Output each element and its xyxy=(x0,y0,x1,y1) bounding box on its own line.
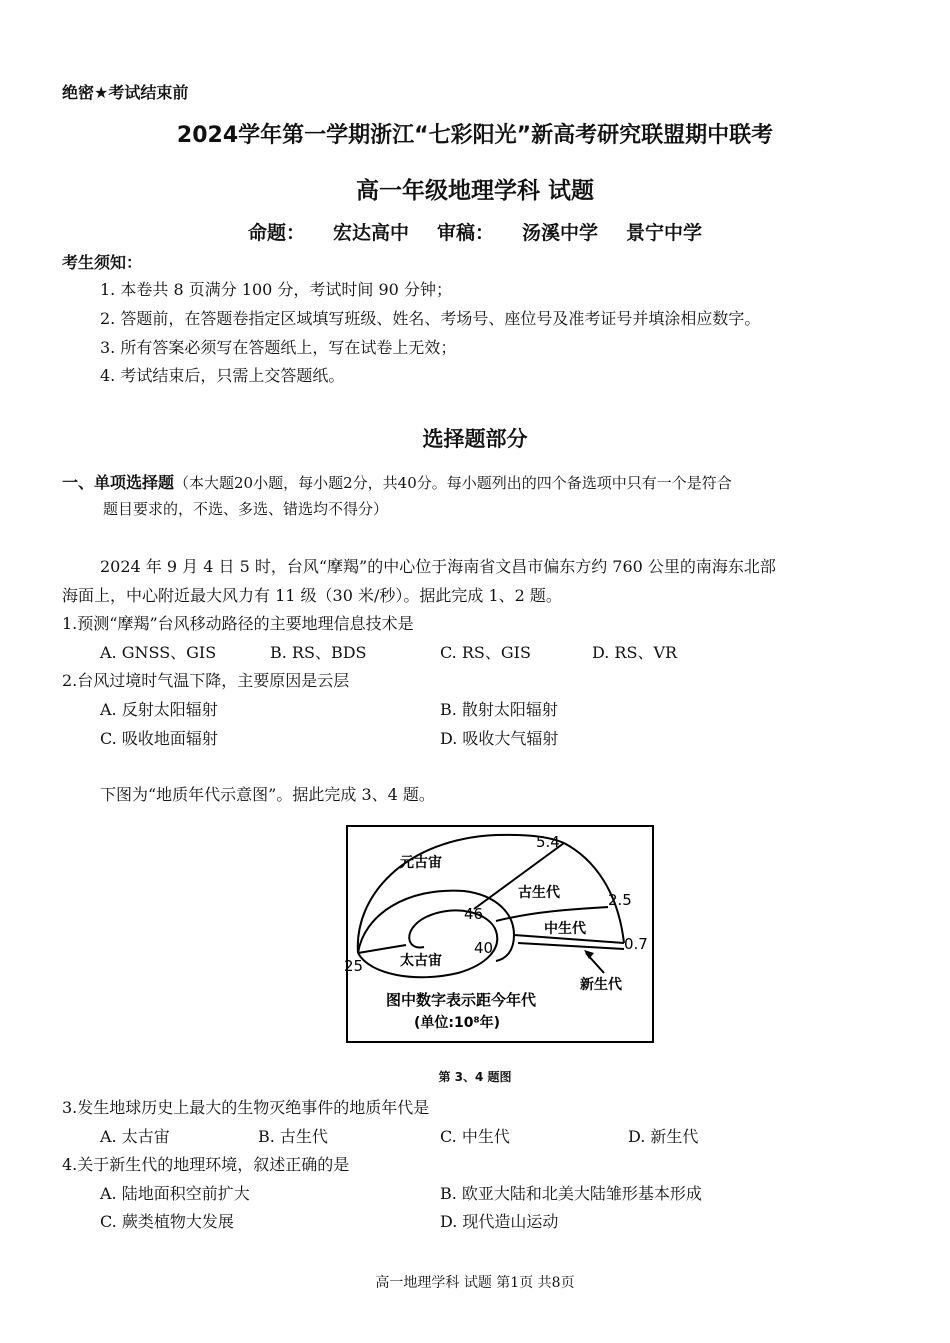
figure-frame xyxy=(347,826,653,1042)
part1-label: 一、单项选择题 xyxy=(62,473,175,492)
geologic-time-figure xyxy=(346,825,654,1043)
notice-heading: 考生须知： xyxy=(62,253,143,272)
notice-item: 2. 答题前，在答题卷指定区域填写班级、姓名、考场号、座位号及准考证号并填涂相应数字。 xyxy=(100,309,761,328)
notice-item: 1. 本卷共 8 页满分 100 分，考试时间 90 分钟； xyxy=(100,280,452,299)
q4-option-b: B. 欧亚大陆和北美大陆雏形基本形成 xyxy=(440,1184,702,1203)
q3-option-a: A. 太古宙 xyxy=(100,1127,170,1146)
number-2-5: 2.5 xyxy=(608,891,632,909)
label-mesozoic: 中生代 xyxy=(544,921,586,937)
passage-1: 2024 年 9 月 4 日 5 时，台风“摩羯”的中心位于海南省文昌市偏东方约 760 公里的南海东北部 xyxy=(100,557,776,576)
notice-item: 3. 所有答案必须写在答题纸上，写在试卷上无效； xyxy=(100,338,457,357)
authors-line xyxy=(0,218,950,245)
number-0-7: 0.7 xyxy=(624,935,648,953)
question-1-stem: 1.预测“摩羯”台风移动路径的主要地理信息技术是 xyxy=(62,614,414,633)
notice-item: 4. 考试结束后，只需上交答题纸。 xyxy=(100,366,345,385)
label-cenozoic: 新生代 xyxy=(580,977,622,993)
question-4-stem: 4.关于新生代的地理环境，叙述正确的是 xyxy=(62,1155,350,1174)
part1-desc: （本大题20小题，每小题2分，共40分。每小题列出的四个备选项中只有一个是符合 xyxy=(174,474,732,492)
q2-option-b: B. 散射太阳辐射 xyxy=(440,700,558,719)
q3-option-d: D. 新生代 xyxy=(628,1127,699,1146)
q4-option-a: A. 陆地面积空前扩大 xyxy=(100,1184,250,1203)
author-label-review: 审稿： xyxy=(436,222,494,244)
exam-title: 2024学年第一学期浙江“七彩阳光”新高考研究联盟期中联考 xyxy=(176,123,774,148)
figure-unit: (单位:10⁸年) xyxy=(414,1015,501,1031)
question-3-stem: 3.发生地球历史上最大的生物灭绝事件的地质年代是 xyxy=(62,1098,430,1117)
geologic-spiral-diagram xyxy=(346,825,654,1043)
q2-option-a: A. 反射太阳辐射 xyxy=(100,700,218,719)
number-46: 46 xyxy=(464,905,484,923)
question-2-stem: 2.台风过境时气温下降，主要原因是云层 xyxy=(62,671,350,690)
q1-option-b: B. RS、BDS xyxy=(270,643,367,662)
section-title: 选择题部分 xyxy=(422,427,528,451)
page-footer: 高一地理学科 试题 第1页 共8页 xyxy=(375,1275,575,1291)
q4-option-d: D. 现代造山运动 xyxy=(440,1212,559,1231)
number-40: 40 xyxy=(474,939,494,957)
figure-caption: 第 3、4 题图 xyxy=(438,1070,512,1084)
author-label-compose: 命题： xyxy=(247,222,305,244)
figure-note: 图中数字表示距今年代 xyxy=(386,991,537,1009)
q3-option-c: C. 中生代 xyxy=(440,1127,510,1146)
author-school-3: 景宁中学 xyxy=(626,222,703,244)
number-25: 25 xyxy=(344,957,364,975)
q1-option-d: D. RS、VR xyxy=(592,643,678,662)
q2-option-d: D. 吸收大气辐射 xyxy=(440,729,559,748)
number-5-4: 5.4 xyxy=(536,833,560,851)
q1-option-a: A. GNSS、GIS xyxy=(100,643,217,662)
q3-option-b: B. 古生代 xyxy=(258,1127,328,1146)
label-paleozoic: 古生代 xyxy=(518,885,560,901)
passage-1-cont: 海面上，中心附近最大风力有 11 级（30 米/秒）。据此完成 1、2 题。 xyxy=(62,586,562,605)
author-school-2: 汤溪中学 xyxy=(522,222,599,244)
part1-desc-cont: 题目要求的，不选、多选、错选均不得分） xyxy=(103,500,389,518)
passage-2: 下图为“地质年代示意图”。据此完成 3、4 题。 xyxy=(100,785,435,804)
q1-option-c: C. RS、GIS xyxy=(440,643,531,662)
author-school-1: 宏达高中 xyxy=(332,222,409,244)
q4-option-c: C. 蕨类植物大发展 xyxy=(100,1212,234,1231)
exam-subtitle: 高一年级地理学科 试题 xyxy=(355,178,594,204)
confidential-label: 绝密★考试结束前 xyxy=(62,83,189,102)
q2-option-c: C. 吸收地面辐射 xyxy=(100,729,218,748)
label-proterozoic: 元古宙 xyxy=(400,855,442,871)
part1-instructions xyxy=(62,470,732,493)
label-archean: 太古宙 xyxy=(400,953,442,969)
